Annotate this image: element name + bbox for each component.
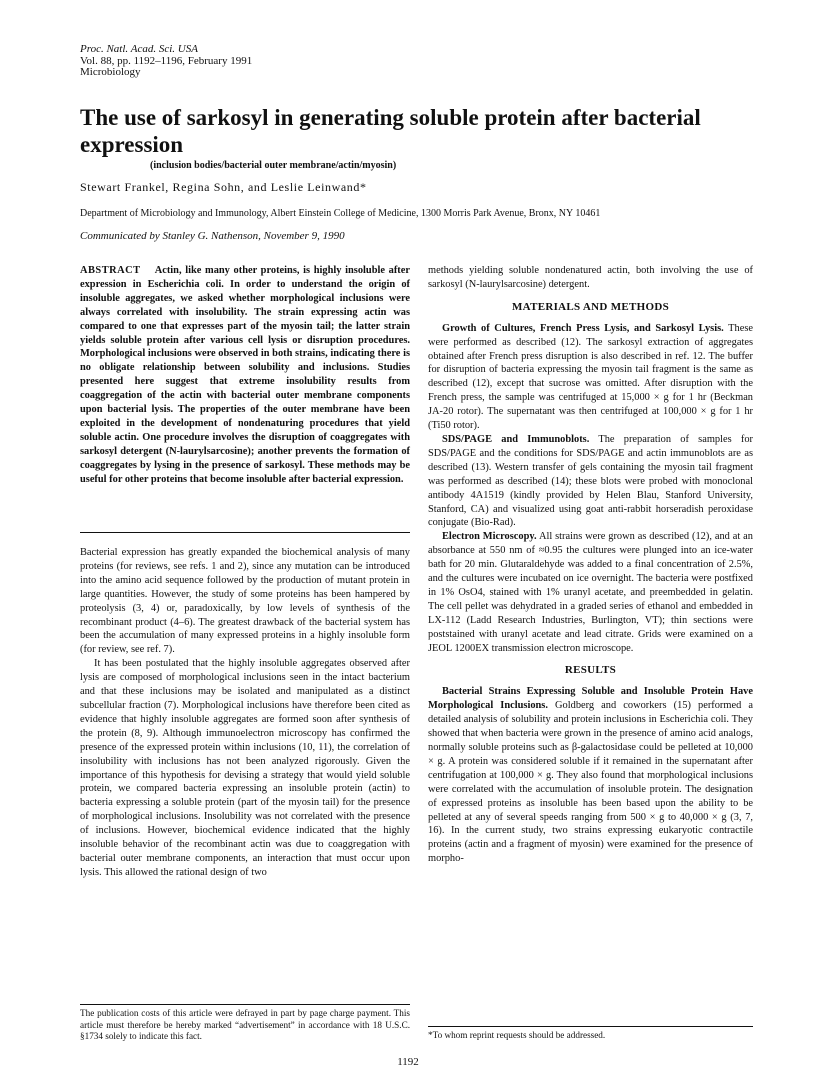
methods-text: All strains were grown as described (12), and at an absorbance at 550 nm of ≈0.95 the cultures were plunged into an ice-water bath for 20 min. Glutaraldehyde was added to a final concentration of 2.5%, and the cultures were incubated on ice overnight. The bacteria were postfixed in 1% OsO4, stained with 1% uranyl acetate, and preembedded in gelatin. The cell pellet was dehydrated in a graded series of ethanol and embedded in LX-112 (Ladd Research Industries, Burlington, VT); thin sections were poststained with uranyl acetate and lead citrate. Grids were examined on a JEOL 1200EX transmission electron microscope. (428, 531, 753, 654)
journal-name: Proc. Natl. Acad. Sci. USA (80, 43, 198, 55)
abstract-text: Actin, like many other proteins, is highly insoluble after expression in Escherichia coli. In order to understand the origin of insoluble aggregates, we asked whether morphological inclusions were always correlated with insolubility. The strain expressing actin was compared to one that expresses part of the myosin tail; the latter strain yields soluble protein after various cell lysis or disruption procedures. Morphological inclusions were observed in both strains, indicating there is no obligate relationship between solubility and inclusions. Studies presented here suggest that extreme insolubility results from coaggregation of the actin with bacterial outer membrane components upon bacterial lysis. The properties of the outer membrane have been exploited in the development of nondenaturing procedures that yield soluble actin. One procedure involves the disruption of coaggregates with sarkosyl detergent (N-laurylsarcosine); another prevents the formation of coaggregates by lysing in the presence of sarkosyl. These methods may be useful for other proteins that become insoluble after bacterial expression. (80, 265, 410, 485)
results-subhead: Bacterial Strains Expressing Soluble and Insoluble Protein Have Morphological Inclusions. (428, 686, 753, 712)
journal-volume: Vol. 88, pp. 1192–1196, February 1991 (80, 54, 253, 67)
journal-header (80, 44, 252, 79)
methods-section (428, 322, 753, 433)
methods-text: These were performed as described (12). The sarkosyl extraction of aggregates obtained after French press disruption is also described in ref. 12. The buffer for disruption of bacteria expressing the myosin tail fragment is the same as described (12), except that sucrose was omitted. After disruption with the French press, the sample was centrifuged at 15,000 × g for 1 hr (Beckman JA-20 rotor). The supernatant was then centrifuged at 100,000 × g for 1 hr (Ti50 rotor). (428, 322, 753, 432)
abstract (80, 264, 410, 487)
reprint-footnote-divider (428, 1026, 753, 1027)
results-section (428, 685, 753, 866)
introduction (80, 546, 410, 880)
methods-subhead: Growth of Cultures, French Press Lysis, and Sarkosyl Lysis. (442, 322, 724, 334)
journal-section: Microbiology (80, 66, 141, 78)
abstract-label: ABSTRACT (80, 265, 141, 276)
methods-subhead: Electron Microscopy. (442, 531, 537, 543)
reprint-footnote: *To whom reprint requests should be addressed. (428, 1030, 606, 1040)
affiliation: Department of Microbiology and Immunology, Albert Einstein College of Medicine, 1300 Morris Park Avenue, Bronx, NY 10461 (80, 208, 601, 219)
publication-footnote: The publication costs of this article were defrayed in part by page charge payment. This article must therefore be hereby marked “advertisement” in accordance with 18 U.S.C. §1734 solely to indicate this fact. (80, 1008, 410, 1041)
footnote-divider (80, 1004, 410, 1005)
keywords: (inclusion bodies/bacterial outer membrane/actin/myosin) (150, 160, 397, 171)
intro-paragraph: Bacterial expression has greatly expanded the biochemical analysis of many proteins (for reviews, see refs. 1 and 2), since any mutation can be introduced into the amino acid sequence followed by the production of mutant protein in large quantities. However, the study of some proteins has been hampered by proteolysis (3, 4) or, paradoxically, by low levels of synthesis of the recombinant product (4–6). The greatest drawback of the bacterial system has been the accumulation of many expressed proteins in a highly insoluble form (for review, see ref. 7). (80, 547, 410, 656)
methods-section (428, 530, 753, 655)
authors: Stewart Frankel, Regina Sohn, and Leslie Leinwand* (80, 180, 367, 194)
intro-continuation: methods yielding soluble nondenatured actin, both involving the use of sarkosyl (N-laurylsarcosine) detergent. (428, 265, 753, 290)
right-column (428, 264, 753, 866)
intro-paragraph: It has been postulated that the highly insoluble aggregates observed after lysis are composed of morphological inclusions seen in the intact bacterium and that these inclusions may be isolated and manipulated as a distinct subcellular fraction (7). Morphological inclusions have therefore been cited as evidence that highly insoluble aggregates are formed soon after synthesis of the protein (8, 9). Although immunoelectron microscopy has confirmed the presence of the expressed protein within inclusions (10, 11), the correlation of insolubility with inclusions has not been analyzed rigorously. Given the importance of this hypothesis for devising a strategy that would yield soluble protein, we compared bacteria expressing an insoluble protein (actin) to bacteria expressing a soluble protein (part of the myosin tail) for the presence of morphological inclusions. Insolubility was not correlated with the presence of inclusions. However, biochemical evidence indicated that the highly insoluble behavior of the recombinant actin was due to coaggregation with bacterial outer membrane components, an interaction that must occur upon lysis. This allowed the rational design of two (80, 658, 410, 878)
abstract-divider (80, 532, 410, 533)
methods-heading: MATERIALS AND METHODS (511, 300, 670, 313)
results-heading: RESULTS (564, 664, 617, 677)
communicated-by: Communicated by Stanley G. Nathenson, November 9, 1990 (80, 230, 345, 242)
methods-subhead: SDS/PAGE and Immunoblots. (442, 433, 590, 445)
paper-title: The use of sarkosyl in generating soluble protein after bacterial expression (80, 105, 701, 157)
methods-section (428, 433, 753, 530)
methods-text: The preparation of samples for SDS/PAGE and the conditions for SDS/PAGE and actin immunoblots are as described (13). Western transfer of gels containing the myosin tail fragment was performed as described (14); these blots were probed with monoclonal antibody 4A1519 (kindly provided by Helen Blau, Stanford University, Stanford, CA) and visualized using goat anti-rabbit horseradish peroxidase conjugate (Bio-Rad). (428, 433, 753, 529)
page-number: 1192 (397, 1056, 419, 1068)
results-text: Goldberg and coworkers (15) performed a detailed analysis of solubility and protein inclusions in Escherichia coli. They showed that when bacteria were grown in the presence of amino acid analogs, normally soluble proteins such as β-galactosidase could be pelleted at 10,000 × g. A protein was considered soluble if it remained in the supernatant after centrifugation at 100,000 × g. They also found that morphological inclusions were correlated with the accumulation of insoluble protein. The designation of expressed proteins as insoluble has been based upon the ability to be pelleted at any of several speeds ranging from 500 × g to 40,000 × g (3, 7, 16). In the current study, two strains expressing eukaryotic contractile proteins (actin and a fragment of myosin) were examined for the presence of morpho- (428, 700, 753, 865)
